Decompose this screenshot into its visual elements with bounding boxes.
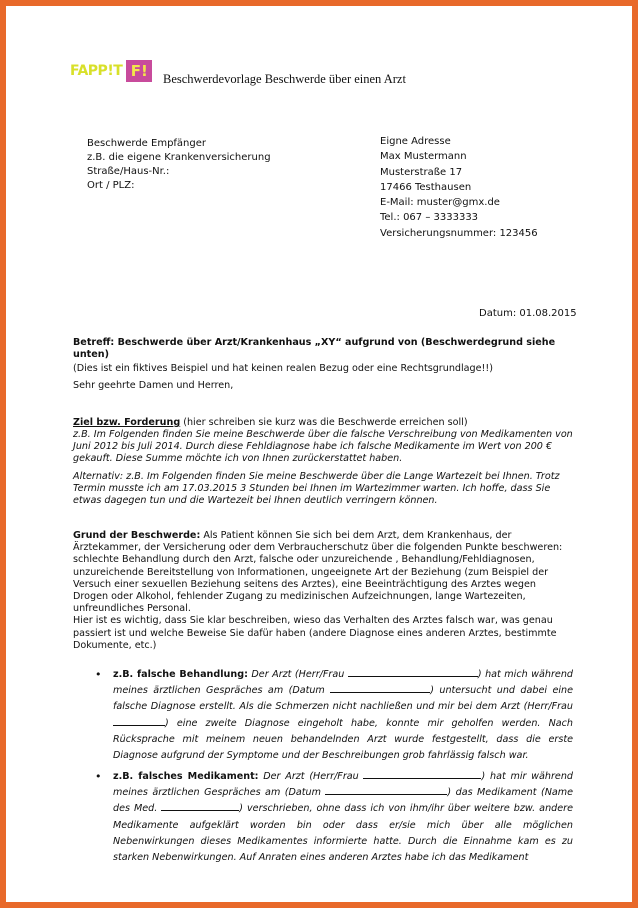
bullet-list <box>95 769 573 866</box>
recipient-line: Ort / PLZ: <box>87 180 135 191</box>
subject-line: Betreff: Beschwerde über Arzt/Krankenhaus „XY“ aufgrund von (Beschwerdegrund siehe unten) <box>73 337 556 361</box>
goal-hint: (hier schreiben sie kurz was die Beschwerde erreichen soll) <box>180 417 468 428</box>
sender-city: 17466 Testhausen <box>380 181 472 193</box>
blank-line <box>348 668 478 677</box>
goal-label: Ziel bzw. Forderung <box>73 417 181 428</box>
letter-date: Datum: 01.08.2015 <box>479 308 577 319</box>
logo-text: FAPP!T <box>70 63 123 79</box>
sender-heading: Eigne Adresse <box>380 136 451 147</box>
list-item <box>95 769 573 866</box>
blank-line <box>330 684 430 693</box>
goal-heading <box>73 417 573 429</box>
sender-address <box>380 134 538 241</box>
blank-line <box>325 786 447 795</box>
goal-example: z.B. Im Folgenden finden Sie meine Beschwerde über die falsche Verschreibung von Medikamenten von Juni 2012 bis Juli 2014. Durch diese Fehldiagnose habe ich falsche Medikamente im Wert von 200 € gekauft. Diese Summe möchte ich von Ihnen zurückerstattet haben. <box>73 429 573 465</box>
reason-paragraph <box>73 530 573 652</box>
bullet-label: z.B. falsches Medikament: <box>113 771 259 782</box>
recipient-address <box>87 137 271 193</box>
sender-phone: Tel.: 067 – 3333333 <box>380 212 479 224</box>
bullet-list <box>95 667 573 764</box>
bullet-text: Der Arzt (Herr/Frau <box>258 771 364 782</box>
salutation: Sehr geehrte Damen und Herren, <box>73 380 234 391</box>
reason-text-2: Hier ist es wichtig, dass Sie klar beschreiben, wieso das Verhalten des Arztes falsch war, was genau passiert ist und welche Beweise Sie dafür haben (andere Diagnose eines anderen Arztes, bestimmte Dokumente, etc.) <box>73 615 557 651</box>
reason-label: Grund der Beschwerde: <box>73 530 201 541</box>
recipient-heading: Beschwerde Empfänger <box>87 138 207 149</box>
bullet-label: z.B. falsche Behandlung: <box>113 669 248 680</box>
goal-alternative: Alternativ: z.B. Im Folgenden finden Sie meine Beschwerde über die Lange Wartezeit bei Ihnen. Trotz Termin musste ich am 17.03.2015 3 Stunden bei Ihnen im Wartezimmer warten. Ich hoffe, dass Sie etwas dagegen tun und die Wartezeit bei Ihnen deutlich verringern können. <box>73 471 560 507</box>
list-item <box>95 667 573 764</box>
reason-text: Als Patient können Sie sich bei dem Arzt, dem Krankenhaus, der Ärztekammer, der Versicherung oder dem Verbraucherschutz über die folgenden Punkte beschweren: schlechte Behandlung durch den Arzt, falsche oder unzureichende , Behandlung/Fehldiagnosen, unzureichende Bereitstellung von Informationen, ungeeignete Art der Beziehung (zum Beispiel der Versuch einer sexuellen Beziehung seitens des Arztes), eine Beeinträchtigung des Arztes wegen Drogen oder Alkohol, fehlender Zugang zu medizinischen Aufzeichnungen, lange Wartezeiten, unfreundliches Personal. <box>73 530 563 615</box>
recipient-line: Straße/Haus-Nr.: <box>87 166 170 177</box>
sender-insurance: Versicherungsnummer: 123456 <box>380 227 538 239</box>
recipient-line: z.B. die eigene Krankenversicherung <box>87 152 271 163</box>
bullet-text: ) hat mich während meines ärztlichen Gespräches am (Datum <box>113 669 573 697</box>
blank-line <box>113 717 165 726</box>
sender-name: Max Mustermann <box>380 151 467 163</box>
blank-line <box>161 802 239 811</box>
document-title: Beschwerdevorlage Beschwerde über einen Arzt <box>163 72 406 86</box>
disclaimer: (Dies ist ein fiktives Beispiel und hat keinen realen Bezug oder eine Rechtsgrundlage!!) <box>73 363 493 374</box>
bullet-text: ) untersucht und dabei eine falsche Diagnose erstellt. Als die Schmerzen nicht nachließen und mir bei dem Arzt (Herr/Frau <box>113 685 574 713</box>
bullet-text: ) das Medikament (Name des Med. <box>113 787 573 815</box>
logo <box>70 60 152 82</box>
sender-email: E-Mail: muster@gmx.de <box>380 197 500 209</box>
bullet-text: Der Arzt (Herr/Frau <box>247 669 348 680</box>
sender-street: Musterstraße 17 <box>380 166 463 178</box>
bullet-text: ) verschrieben, ohne dass ich von ihm/ihr über weitere bzw. andere Medikamente aufgeklärt worden bin oder dass er/sie mich über alle möglichen Nebenwirkungen dieses Medikamentes informierte hatte. Durch die Einnahme kam es zu starken Nebenwirkungen. Auf Anraten eines anderen Arztes habe ich das Medikament <box>113 803 573 864</box>
bullet-text: ) eine zweite Diagnose eingeholt habe, konnte mir geholfen werden. Nach Rücksprache mit meinem neuen behandelnden Arzt wurde festgestellt, dass die erste Diagnose aufgrund der Symptome und der Beschreibungen grob fahrlässig falsch war. <box>113 717 573 762</box>
bullet-text: ) hat mir während meines ärztlichen Gespräches am (Datum <box>113 771 574 799</box>
logo-mark: F! <box>126 60 152 82</box>
blank-line <box>363 770 481 779</box>
